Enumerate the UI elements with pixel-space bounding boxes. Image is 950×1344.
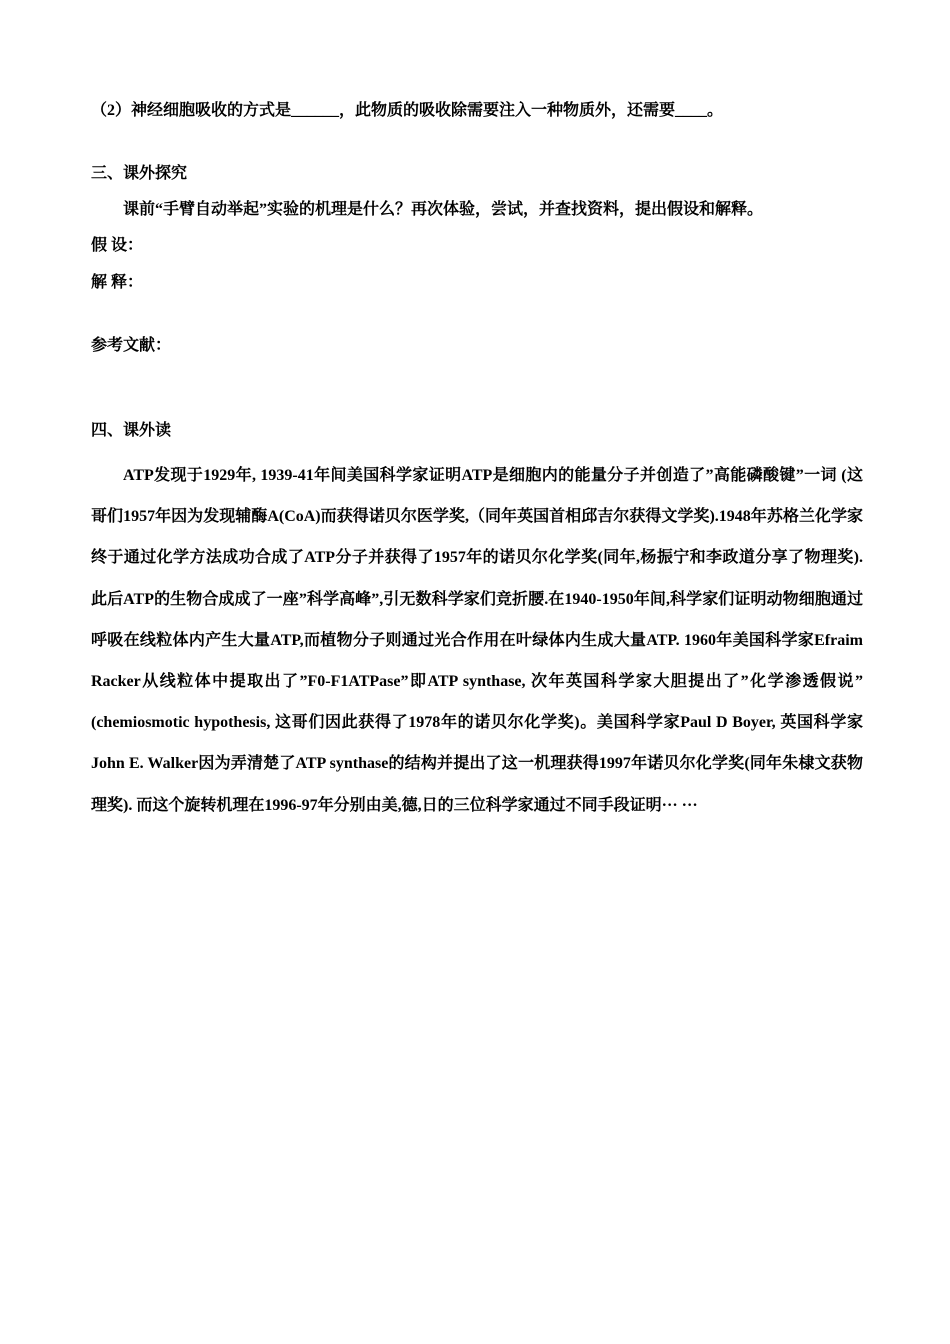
section-3-heading: 三、课外探究 xyxy=(91,165,188,182)
question-2: （2）神经细胞吸收的方式是______，此物质的吸收除需要注入一种物质外，还需要____。 xyxy=(91,102,724,119)
reading-paragraph: ATP发现于1929年, 1939-41年间美国科学家证明ATP是细胞内的能量分子并创造了”高能磷酸键”一词 (这哥们1957年因为发现辅酶A(CoA)而获得诺贝尔医学奖,（同年英国首相邱吉尔获得文学奖).1948年苏格兰化学家终于通过化学方法成功合成了ATP分子并获得了1957年的诺贝尔化学奖(同年,杨振宁和李政道分享了物理奖). 此后ATP的生物合成成了一座”科学高峰”,引无数科学家们竞折腰.在1940-1950年间,科学家们证明动物细胞通过呼吸在线粒体内产生大量ATP,而植物分子则通过光合作用在叶绿体内生成大量ATP. 1960年美国科学家Efraim Racker从线粒体中提取出了”F0-F1ATPase”即ATP synthase, 次年英国科学家大胆提出了”化学渗透假说” (chemiosmotic hypothesis, 这哥们因此获得了1978年的诺贝尔化学奖)。美国科学家Paul D Boyer, 英国科学家John E. Walker因为弄清楚了ATP synthase的结构并提出了这一机理获得1997年诺贝尔化学奖(同年朱棣文获物理奖). 而这个旋转机理在1996-97年分别由美,德,日的三位科学家通过不同手段证明··· ··· xyxy=(91,467,863,814)
section-4-heading: 四、课外读 xyxy=(91,422,172,439)
references-label: 参考文献： xyxy=(91,337,172,354)
hypothesis-label: 假 设： xyxy=(91,237,144,254)
explanation-label: 解 释： xyxy=(91,274,144,291)
inquiry-prompt: 课前“手臂自动举起”实验的机理是什么？再次体验，尝试，并查找资料，提出假设和解释。 xyxy=(123,201,764,218)
